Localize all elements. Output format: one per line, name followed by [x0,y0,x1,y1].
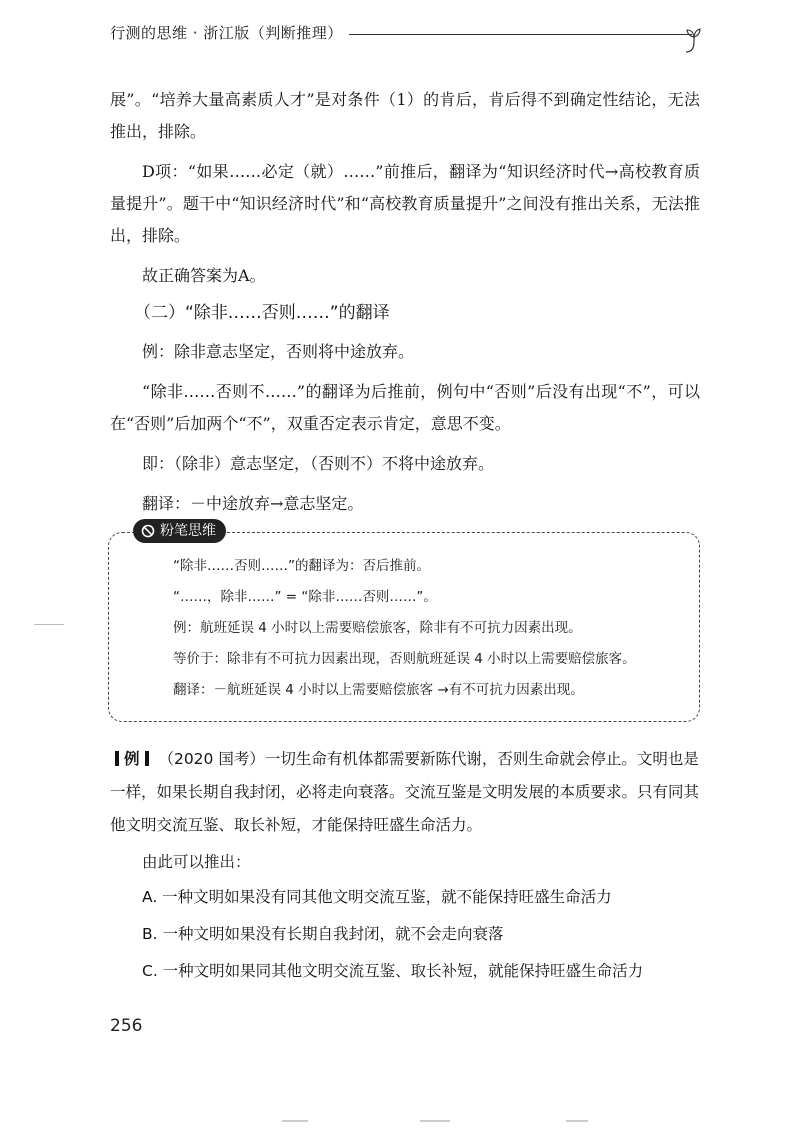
page-number: 256 [110,1016,143,1036]
tip-box [108,523,700,722]
sprout-icon [684,26,702,56]
option-list [110,879,708,990]
paragraph-option-d: D项：“如果……必定（就）……”前推后，翻译为“知识经济时代→高校教育质量提升”。题干中“知识经济时代”和“高校教育质量提升”之间没有推出关系，无法推出，排除。 [110,162,700,245]
example-question [110,743,708,990]
paragraph-continued: 展”。“培养大量高素质人才”是对条件（1）的肯后，肯后得不到确定性结论，无法推出，排除。 [110,90,700,141]
tip-box-tag-label: 粉笔思维 [160,523,216,539]
option-c: C. 一种文明如果同其他文明交流互鉴、取长补短，就能保持旺盛生命活力 [142,962,644,980]
example-stem [110,743,708,842]
option-b: B. 一种文明如果没有长期自我封闭，就不会走向衰落 [142,925,504,943]
scan-artifact [420,1120,450,1122]
paragraph-equivalent: 即：（除非）意志坚定，（否则不）不将中途放弃。 [142,454,495,473]
example-source: （2020 国考） [158,750,265,768]
example-stem-text: 一切生命有机体都需要新陈代谢，否则生命就会停止。文明也是一样，如果长期自我封闭，必将走向衰落。交流互鉴是文明发展的本质要求。只有同其他文明交流互鉴、取长补短，才能保持旺盛生命活力。 [110,750,700,834]
label-bar-left [115,751,119,766]
paragraph-example: 例：除非意志坚定，否则将中途放弃。 [142,342,415,361]
example-label: 例 [124,750,140,768]
section-title: （二）“除非……否则……”的翻译 [134,303,390,323]
header-rule [300,34,692,35]
paragraph-translation: 翻译：－中途放弃→意志坚定。 [142,494,364,513]
scan-artifact [282,1120,308,1122]
header-title: 行测的思维 · 浙江版（判断推理） [110,22,349,44]
scan-artifact [566,1120,588,1122]
tip-line: 例：航班延误 4 小时以上需要赔偿旅客，除非有不可抗力因素出现。 [173,620,582,636]
tip-line: “除非……否则……”的翻译为：否后推前。 [173,558,430,574]
option-a: A. 一种文明如果没有同其他文明交流互鉴，就不能保持旺盛生命活力 [142,888,612,906]
margin-mark [34,624,64,625]
tip-line: “……，除非……” = “除非……否则……”。 [173,589,437,605]
tip-line: 翻译：－航班延误 4 小时以上需要赔偿旅客 →有不可抗力因素出现。 [173,682,584,698]
tip-box-tag [133,519,226,543]
paragraph-answer: 故正确答案为A。 [142,266,266,285]
running-header [110,22,710,46]
example-question-prompt: 由此可以推出： [142,853,251,871]
tip-box-lines [173,551,679,706]
tip-line: 等价于：除非有不可抗力因素出现，否则航班延误 4 小时以上需要赔偿旅客。 [173,651,636,667]
paragraph-explanation: “除非……否则不……”的翻译为后推前，例句中“否则”后没有出现“不”，可以在“否则”后加两个“不”，双重否定表示肯定，意思不变。 [110,382,700,433]
body-text [110,84,700,520]
label-bar-right [145,751,149,766]
no-sign-icon [141,524,155,538]
